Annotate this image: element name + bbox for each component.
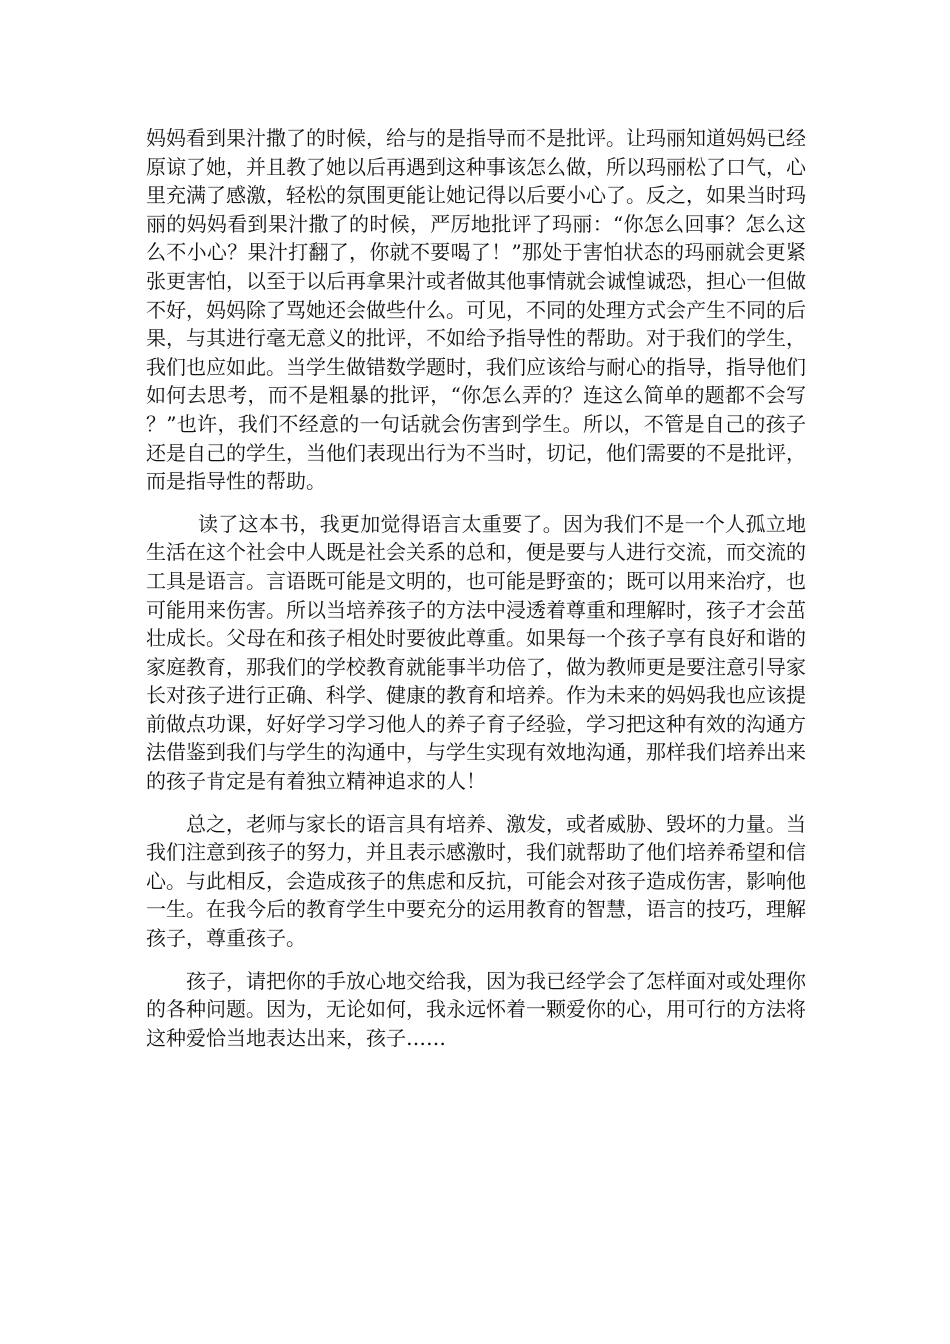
paragraph-2: 读了这本书，我更加觉得语言太重要了。因为我们不是一个人孤立地生活在这个社会中人既是社会关系的总和，便是要与人进行交流，而交流的工具是语言。言语既可能是文明的，也可能是野蛮的；既可以用来治疗，也可能用来伤害。所以当培养孩子的方法中浸透着尊重和理解时，孩子才会茁壮成长。父母在和孩子相处时要彼此尊重。如果每一个孩子享有良好和谐的家庭教育，那我们的学校教育就能事半功倍了，做为教师更是要注意引导家长对孩子进行正确、科学、健康的教育和培养。作为未来的妈妈我也应该提前做点功课，好好学习学习他人的养子育子经验，学习把这种有效的沟通方法借鉴到我们与学生的沟通中，与学生实现有效地沟通，那样我们培养出来的孩子肯定是有着独立精神追求的人！ [146,511,806,794]
paragraph-4: 孩子，请把你的手放心地交给我，因为我已经学会了怎样面对或处理你的各种问题。因为，无论如何，我永远怀着一颗爱你的心，用可行的方法将这种爱恰当地表达出来，孩子…… [146,968,806,1050]
paragraph-3: 总之，老师与家长的语言具有培养、激发，或者威胁、毁坏的力量。当我们注意到孩子的努力，并且表示感激时，我们就帮助了他们培养希望和信心。与此相反，会造成孩子的焦虑和反抗，可能会对孩子造成伤害，影响他一生。在我今后的教育学生中要充分的运用教育的智慧，语言的技巧，理解孩子，尊重孩子。 [146,811,806,951]
document-body [146,124,806,1052]
paragraph-1: 妈妈看到果汁撒了的时候，给与的是指导而不是批评。让玛丽知道妈妈已经原谅了她，并且教了她以后再遇到这种事该怎么做，所以玛丽松了口气，心里充满了感激，轻松的氛围更能让她记得以后要小心了。反之，如果当时玛丽的妈妈看到果汁撒了的时候，严厉地批评了玛丽：“你怎么回事？怎么这么不小心？果汁打翻了，你就不要喝了！”那处于害怕状态的玛丽就会更紧张更害怕，以至于以后再拿果汁或者做其他事情就会诚惶诚恐，担心一但做不好，妈妈除了骂她还会做些什么。可见，不同的处理方式会产生不同的后果，与其进行毫无意义的批评，不如给予指导性的帮助。对于我们的学生，我们也应如此。当学生做错数学题时，我们应该给与耐心的指导，指导他们如何去思考，而不是粗暴的批评，“你怎么弄的？连这么简单的题都不会写？”也许，我们不经意的一句话就会伤害到学生。所以，不管是自己的孩子还是自己的学生，当他们表现出行为不当时，切记，他们需要的不是批评，而是指导性的帮助。 [146,126,806,494]
